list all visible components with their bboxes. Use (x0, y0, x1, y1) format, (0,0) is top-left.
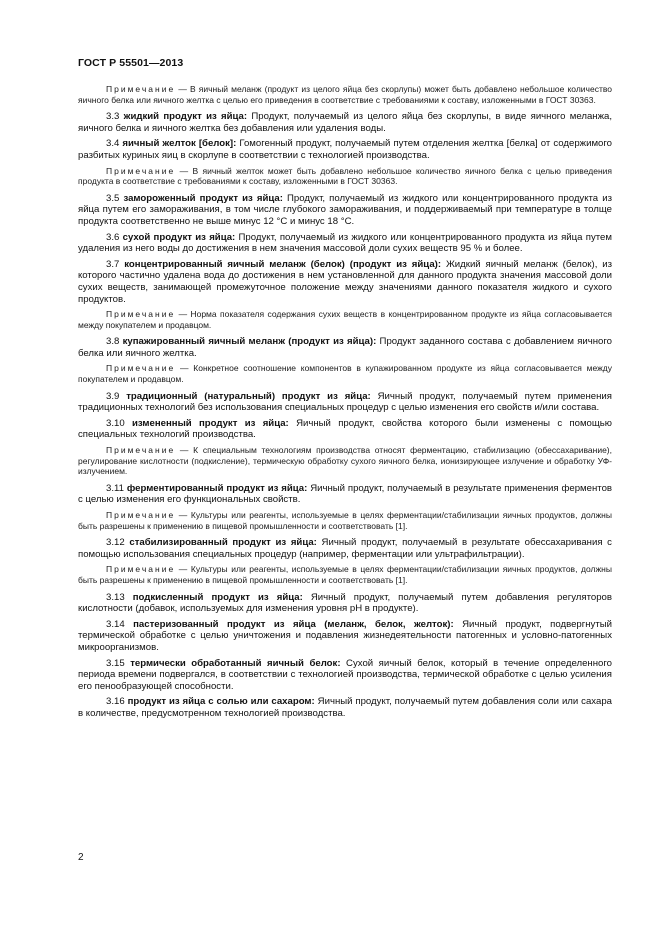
note-label: Примечание (106, 165, 176, 176)
clause-number: 3.13 (106, 591, 125, 603)
note-dash: — (175, 309, 191, 320)
clause-definition: Яичный продукт, получаемый путем добавления регуляторов кислотности (добавок, используемых для изменения уровня pH в продукте). (78, 591, 612, 615)
note-dash: — (175, 510, 191, 520)
note-dash: — (175, 363, 194, 374)
clause-paragraph (78, 138, 612, 161)
note-label: Примечание (106, 510, 176, 520)
clause-definition: Яичный продукт, получаемый в результате применения ферментов с целью изменения его функциональных свойств. (78, 482, 612, 506)
clause-definition: Яичный продукт, подвергнутый термической обработке с целью уничтожения и подавления жизнедеятельности патогенных и условно-патогенных микроорганизмов. (78, 618, 612, 653)
clause-number: 3.16 (106, 696, 125, 708)
note-dash: — (175, 84, 190, 94)
document-body (78, 84, 612, 724)
note-dash: — (175, 165, 193, 176)
clause-definition: Гомогенный продукт, получаемый путем отделения желтка [белка] от содержимого разбитых куриных яиц в скорлупе в соответствии с технологией производства. (78, 138, 613, 161)
clause-paragraph (78, 592, 612, 615)
note-label: Примечание (106, 363, 176, 374)
clause-term: продукт из яйца с солью или сахаром: (127, 696, 315, 708)
clause-number: 3.9 (106, 390, 120, 402)
clause-number: 3.4 (106, 138, 120, 150)
clause-paragraph (78, 193, 612, 228)
note-label: Примечание (106, 309, 176, 320)
note (78, 84, 612, 105)
note-label: Примечание (106, 84, 176, 94)
clause-number: 3.12 (106, 537, 125, 549)
clause-definition: Жидкий яичный меланж (белок), из которого частично удалена вода до достижения в нем установленной для данного продукта значения массовой доли сухих веществ, занимающей промежуточное положение между значениями данного показателя жидкого и сухого продуктов. (78, 258, 613, 305)
note (78, 510, 612, 531)
clause-paragraph (78, 259, 612, 305)
note-text: В яичный меланж (продукт из целого яйца без скорлупы) может быть добавлено небольшое количество яичного белка или яичного желтка с целью его приведения в соответствие с требованиями к составу, изложенными в ГОСТ 30363. (78, 84, 612, 105)
clause-term: купажированный яичный меланж (продукт из яйца): (122, 336, 377, 348)
clause-term: жидкий продукт из яйца: (123, 111, 248, 123)
note-text: Норма показателя содержания сухих веществ в концентрированном продукте из яйца согласовывается между покупателем и продавцом. (78, 309, 612, 330)
note (78, 564, 612, 585)
clause-paragraph (78, 418, 612, 441)
note-dash: — (175, 564, 191, 575)
note-text: В яичный желток может быть добавлено небольшое количество яичного белка с целью приведения продукта в соответствие с требованиями к составу, изложенными в ГОСТ 30363. (78, 165, 612, 187)
clause-term: яичный желток [белок]: (122, 138, 237, 150)
clause-paragraph (78, 232, 612, 255)
note-text: Культуры или реагенты, используемые в целях ферментации/стабилизации яичных продуктов, должны быть разрешены к применению в пищевой промышленности и соответствовать [1]. (78, 510, 612, 531)
clause-definition: Яичный продукт, получаемый путем применения традиционных технологий без использования специальных процедур с целью изменения его свойств и/или состава. (78, 390, 612, 414)
clause-paragraph (78, 619, 612, 654)
clause-paragraph (78, 537, 612, 560)
clause-paragraph (78, 111, 612, 134)
clause-term: сухой продукт из яйца: (122, 231, 236, 243)
clause-term: термически обработанный яичный белок: (130, 657, 341, 669)
clause-term: ферментированный продукт из яйца: (126, 482, 308, 494)
note-text: Культуры или реагенты, используемые в целях ферментации/стабилизации яичных продуктов, должны быть разрешены к применению в пищевой промышленности и соответствовать [1]. (78, 564, 612, 585)
note (78, 166, 612, 187)
clause-number: 3.14 (106, 618, 125, 630)
clause-definition: Яичный продукт, свойства которого были изменены с помощью специальных технологий производства. (78, 417, 612, 441)
clause-number: 3.3 (106, 111, 120, 123)
note (78, 363, 612, 384)
clause-number: 3.10 (106, 417, 125, 429)
clause-definition: Продукт заданного состава с добавлением яичного белка или яичного желтка. (78, 336, 613, 359)
clause-definition: Сухой яичный белок, который в течение определенного периода времени подвергался, в соответствии с технологией производства, термической обработке с целью усиления его пенообразующей способности. (78, 657, 612, 692)
clause-term: пастеризованный продукт из яйца (меланж, белок, желток): (133, 618, 454, 630)
clause-number: 3.8 (106, 336, 120, 348)
clause-number: 3.5 (106, 192, 120, 204)
clause-paragraph (78, 696, 612, 719)
clause-number: 3.15 (106, 657, 125, 669)
clause-definition: Продукт, получаемый из целого яйца без скорлупы, в виде яичного меланжа, яичного белка и яичного желтка без добавления или удаления воды. (78, 111, 612, 134)
clause-definition: Яичный продукт, получаемый в результате обессахаривания с помощью использования специальных процедур (например, ферментации или ультрафильтрации). (78, 537, 612, 560)
clause-term: концентрированный яичный меланж (белок) (продукт из яйца): (124, 258, 442, 270)
clause-number: 3.6 (106, 231, 120, 243)
note-text: К специальным технологиям производства относят ферментацию, стабилизацию (обессахаривание), регулирование кислотности (подкисление), термическую обработку сухого яичного белка, ионизирующее излучение и обработку УФ-излучением. (78, 445, 612, 477)
clause-term: стабилизированный продукт из яйца: (129, 537, 317, 549)
clause-term: подкисленный продукт из яйца: (132, 591, 303, 603)
clause-number: 3.11 (106, 482, 124, 494)
note-label: Примечание (106, 445, 176, 456)
clause-term: измененный продукт из яйца: (132, 417, 289, 429)
clause-paragraph (78, 391, 612, 414)
document-header: ГОСТ Р 55501—2013 (78, 57, 184, 69)
clause-definition: Продукт, получаемый из жидкого или концентрированного продукта из яйца путем его замораживания, в том числе глубокого замораживания, и поддерживаемый при температуре в толще продукта соответственно не выше минус 12 °С и минус 18 °С. (78, 192, 612, 227)
clause-number: 3.7 (106, 258, 120, 270)
clause-term: традиционный (натуральный) продукт из яйца: (126, 390, 371, 402)
note-dash: — (175, 445, 194, 456)
note-label: Примечание (106, 564, 176, 575)
note (78, 445, 612, 477)
page-number: 2 (78, 852, 84, 863)
note (78, 309, 612, 330)
clause-paragraph (78, 658, 612, 693)
clause-term: замороженный продукт из яйца: (123, 192, 283, 204)
clause-paragraph (78, 483, 612, 506)
clause-definition: Яичный продукт, получаемый путем добавления соли или сахара в количестве, предусмотренном технологией производства. (78, 696, 612, 719)
clause-definition: Продукт, получаемый из жидкого или концентрированного продукта из яйца путем удаления из него воды до достижения в нем значения массовой доли сухих веществ 95 % и более. (78, 231, 612, 255)
clause-paragraph (78, 336, 612, 359)
note-text: Конкретное соотношение компонентов в купажированном продукте из яйца согласовывается между покупателем и продавцом. (78, 363, 612, 385)
